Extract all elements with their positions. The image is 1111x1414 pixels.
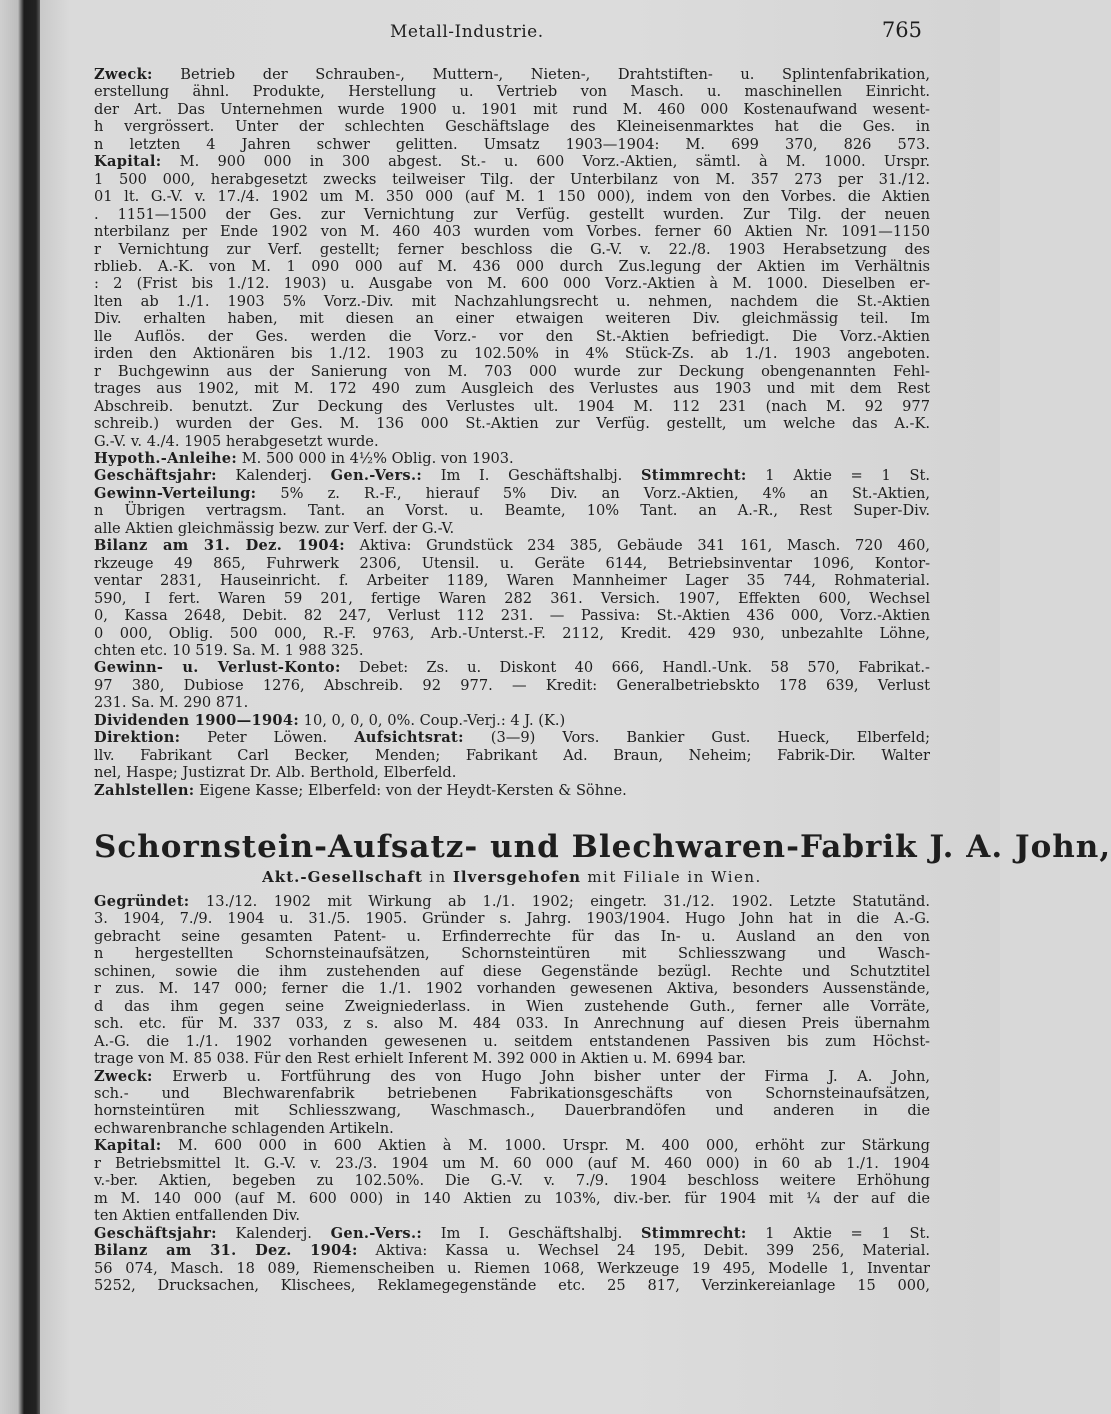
field-text: 5% z. R.-F., hierauf 5% Div. an Vorz.-Aktien, 4% an St.-Aktien, — [256, 484, 930, 502]
field-text: G.-V. v. 4./4. 1905 herabgesetzt wurde. — [94, 432, 379, 450]
field-text: Aktiva: Grundstück 234 385, Gebäude 341 161, Masch. 720 460, — [344, 537, 930, 555]
field-text: nterbilanz per Ende 1902 von M. 460 403 wurden vom Vorbes. ferner 60 Aktien Nr. 1091—1150 — [94, 223, 930, 241]
field-text: 10, 0, 0, 0, 0%. Coup.-Verj.: 4 J. (K.) — [299, 711, 566, 729]
field-text: alle Aktien gleichmässig bezw. zur Verf. der G.-V. — [94, 519, 455, 537]
field-text: schinen, sowie die ihm zustehenden auf diese Gegenstände bezügl. Rechte und Schutztitel — [94, 962, 930, 980]
field-label: Geschäftsjahr: — [94, 467, 217, 485]
text-line — [94, 980, 930, 997]
page-number: 765 — [881, 18, 922, 42]
field-text: trages aus 1902, mit M. 172 490 zum Ausgleich des Verlustes aus 1903 und mit dem Rest — [94, 380, 930, 398]
field-label: Zahlstellen: — [94, 781, 195, 799]
field-text: sch. etc. für M. 337 033, z s. also M. 484 033. In Anrechnung auf diesen Preis übernahm — [94, 1015, 930, 1033]
field-text: ventar 2831, Hauseinricht. f. Arbeiter 1189, Waren Mannheimer Lager 35 744, Rohmaterial. — [94, 572, 930, 590]
field-text: Im I. Geschäftshalbj. — [422, 467, 641, 485]
field-text: sch.- und Blechwarenfabrik betriebenen Fabrikationsgeschäfts von Schornsteinaufsätzen, — [94, 1085, 930, 1103]
text-line — [94, 764, 930, 781]
text-line — [94, 1050, 930, 1067]
field-text: Peter Löwen. — [180, 729, 355, 747]
field-text: echwarenbranche schlagenden Artikeln. — [94, 1119, 394, 1137]
text-line — [94, 694, 930, 711]
company-subtitle-suffix: mit Filiale in Wien. — [581, 868, 762, 887]
field-text: m M. 140 000 (auf M. 600 000) in 140 Aktien zu 103%, div.-ber. für 1904 mit ¼ der auf die — [94, 1189, 930, 1207]
text-line — [94, 747, 930, 764]
field-label: Bilanz am 31. Dez. 1904: — [94, 1242, 358, 1260]
field-text: M. 600 000 in 600 Aktien à M. 1000. Urspr. M. 400 000, erhöht zur Stärkung — [161, 1137, 930, 1155]
field-label: Dividenden 1900—1904: — [94, 711, 300, 729]
company-entry-john — [94, 829, 1111, 1294]
text-line — [94, 1207, 930, 1224]
text-line — [94, 415, 930, 432]
text-line — [94, 398, 930, 415]
field-label: Kapital: — [94, 1137, 162, 1155]
book-spine-shadow — [0, 0, 40, 1414]
field-text: . 1151—1500 der Ges. zur Vernichtung zur Verfüg. gestellt wurden. Zur Tilg. der neuen — [94, 205, 930, 223]
field-text: 01 lt. G.-V. v. 17./4. 1902 um M. 350 000 (auf M. 1 150 000), indem von den Vorbes. die Aktien — [94, 188, 930, 206]
field-text: 56 074, Masch. 18 089, Riemenscheiben u. Riemen 1068, Werkzeuge 19 495, Modelle 1, Inventar — [94, 1259, 930, 1277]
field-text: Debet: Zs. u. Diskont 40 666, Handl.-Unk. 58 570, Fabrikat.- — [340, 659, 930, 677]
field-text: 5252, Drucksachen, Klischees, Reklamegegenstände etc. 25 817, Verzinkereianlage 15 000, — [94, 1277, 930, 1294]
field-text: rblieb. A.-K. von M. 1 090 000 auf M. 436 000 durch Zus.legung der Aktien im Verhältnis — [94, 257, 930, 275]
text-line — [94, 1225, 930, 1242]
field-text: ten Aktien entfallenden Div. — [94, 1207, 301, 1225]
field-text: 1 Aktie = 1 St. — [746, 467, 930, 485]
company-subtitle — [94, 867, 930, 887]
text-line — [94, 928, 930, 945]
text-line — [94, 258, 930, 275]
text-line — [94, 118, 930, 135]
text-line — [94, 677, 930, 694]
text-column — [94, 66, 1111, 1294]
field-text: h vergrössert. Unter der schlechten Geschäftslage des Kleineisenmarktes hat die Ges. in — [94, 118, 930, 136]
field-text: lten ab 1./1. 1903 5% Vorz.-Div. mit Nachzahlungsrecht u. nehmen, nachdem die St.-Aktien — [94, 292, 930, 310]
field-text: n Übrigen vertragsm. Tant. an Vorst. u. Beamte, 10% Tant. an A.-R., Rest Super-Div. — [94, 502, 930, 520]
text-line — [94, 1033, 930, 1050]
field-text: n letzten 4 Jahren schwer gelitten. Umsatz 1903—1904: M. 699 370, 826 573. — [94, 135, 930, 153]
field-text: hornsteintüren mit Schliesszwang, Waschmasch., Dauerbrandöfen und anderen in die — [94, 1102, 930, 1120]
text-line — [94, 188, 930, 205]
text-line — [94, 502, 930, 519]
text-line — [94, 1102, 930, 1119]
text-line — [94, 1085, 930, 1102]
page-header — [40, 18, 1000, 48]
field-text: der Art. Das Unternehmen wurde 1900 u. 1901 mit rund M. 460 000 Kostenaufwand wesent- — [94, 100, 930, 118]
field-label: Stimmrecht: — [640, 467, 747, 485]
company-entry-john-body — [94, 893, 930, 1294]
field-text: lle Auflös. der Ges. werden die Vorz.- vor den St.-Aktien befriedigt. Die Vorz.-Aktien — [94, 327, 930, 345]
text-line — [94, 555, 930, 572]
field-text: rkzeuge 49 865, Fuhrwerk 2306, Utensil. u. Geräte 6144, Betriebsinventar 1096, Kontor- — [94, 554, 930, 572]
field-label: Hypoth.-Anleihe: — [94, 449, 238, 467]
text-line — [94, 433, 930, 450]
field-label: Zweck: — [94, 1067, 153, 1085]
company-entry-metal — [94, 66, 930, 799]
text-line — [94, 893, 930, 910]
text-line — [94, 485, 930, 502]
text-line — [94, 1260, 930, 1277]
field-text: (3—9) Vors. Bankier Gust. Hueck, Elberfeld; — [463, 729, 930, 747]
field-text: r Betriebsmittel lt. G.-V. v. 23./3. 1904 um M. 60 000 (auf M. 460 000) in 60 ab 1./1. 1904 — [94, 1154, 930, 1172]
field-text: 97 380, Dubiose 1276, Abschreib. 92 977. — Kredit: Generalbetriebskto 178 639, Verlust — [94, 676, 930, 694]
text-line — [94, 998, 930, 1015]
field-text: llv. Fabrikant Carl Becker, Menden; Fabrikant Ad. Braun, Neheim; Fabrik-Dir. Walter — [94, 746, 930, 764]
text-line — [94, 310, 930, 327]
scanned-page — [40, 0, 1111, 1414]
field-text: n hergestellten Schornsteinaufsätzen, Schornsteintüren mit Schliesszwang und Wasch- — [94, 945, 930, 963]
field-text: : 2 (Frist bis 1./12. 1903) u. Ausgabe von M. 600 000 Vorz.-Aktien à M. 1000. Dieselben er- — [94, 275, 930, 293]
text-line — [94, 910, 930, 927]
field-label: Geschäftsjahr: — [94, 1224, 217, 1242]
field-text: 3. 1904, 7./9. 1904 u. 31./5. 1905. Gründer s. Jahrg. 1903/1904. Hugo John hat in die A.-G. — [94, 910, 930, 928]
field-text: M. 500 000 in 4½% Oblig. von 1903. — [237, 449, 514, 467]
text-line — [94, 1190, 930, 1207]
field-text: r Vernichtung zur Verf. gestellt; ferner beschloss die G.-V. v. 22./8. 1903 Herabsetzung des — [94, 240, 930, 258]
text-line — [94, 945, 930, 962]
field-text: Div. erhalten haben, mit diesen an einer etwaigen weiteren Div. gleichmässig teil. Im — [94, 310, 930, 328]
text-line — [94, 293, 930, 310]
text-line — [94, 83, 930, 100]
text-line — [94, 1172, 930, 1189]
field-text: A.-G. die 1./1. 1902 vorhanden gewesenen u. seitdem entstandenen Passiven bis zum Höchst- — [94, 1032, 930, 1050]
text-line — [94, 729, 930, 746]
text-line — [94, 607, 930, 624]
field-label: Gewinn- u. Verlust-Konto: — [94, 659, 341, 677]
text-line — [94, 206, 930, 223]
field-text: Abschreib. benutzt. Zur Deckung des Verlustes ult. 1904 M. 112 231 (nach M. 92 977 — [94, 397, 930, 415]
text-line — [94, 1137, 930, 1154]
field-text: irden den Aktionären bis 1./12. 1903 zu 102.50% in 4% Stück-Zs. ab 1./1. 1903 angeboten. — [94, 345, 930, 363]
company-subtitle-prefix: Akt.-Gesellschaft — [262, 868, 423, 887]
field-text: 1 Aktie = 1 St. — [746, 1224, 930, 1242]
field-text: r Buchgewinn aus der Sanierung von M. 703 000 wurde zur Deckung obengenannten Fehl- — [94, 362, 930, 380]
field-text: r zus. M. 147 000; ferner die 1./1. 1902 vorhanden gewesenen Aktiva, besonders Aussenstände, — [94, 980, 930, 998]
text-line — [94, 1155, 930, 1172]
field-label: Kapital: — [94, 153, 162, 171]
field-text: Betrieb der Schrauben-, Muttern-, Nieten-, Drahtstiften- u. Splintenfabrikation, — [152, 66, 930, 83]
text-line — [94, 520, 930, 537]
field-text: trage von M. 85 038. Für den Rest erhielt Inferent M. 392 000 in Aktien u. M. 6994 bar. — [94, 1050, 747, 1068]
text-line — [94, 136, 930, 153]
text-line — [94, 363, 930, 380]
field-text: Aktiva: Kassa u. Wechsel 24 195, Debit. 399 256, Material. — [357, 1242, 930, 1260]
field-text: d das ihm gegen seine Zweigniederlass. in Wien zustehende Guth., ferner alle Vorräte, — [94, 997, 930, 1015]
field-label: Gewinn-Verteilung: — [94, 484, 257, 502]
field-label: Gegründet: — [94, 893, 190, 911]
field-text: Eigene Kasse; Elberfeld: von der Heydt-Kersten & Söhne. — [194, 781, 627, 799]
text-line — [94, 345, 930, 362]
text-line — [94, 101, 930, 118]
text-line — [94, 590, 930, 607]
text-line — [94, 1068, 930, 1085]
text-line — [94, 275, 930, 292]
field-text: gebracht seine gesamten Patent- u. Erfinderrechte für das In- u. Ausland an den von — [94, 927, 930, 945]
field-text: 231. Sa. M. 290 871. — [94, 694, 249, 712]
field-text: Im I. Geschäftshalbj. — [422, 1224, 641, 1242]
field-label: Gen.-Vers.: — [330, 467, 423, 485]
text-line — [94, 572, 930, 589]
text-line — [94, 241, 930, 258]
field-text: Kalenderj. — [216, 467, 331, 485]
company-subtitle-place: Ilversgehofen — [452, 868, 582, 887]
text-line — [94, 153, 930, 170]
text-line — [94, 1242, 930, 1259]
field-text: 0, Kassa 2648, Debit. 82 247, Verlust 112 231. — Passiva: St.-Aktien 436 000, Vorz.-Aktien — [94, 607, 930, 625]
field-text: 1 500 000, herabgesetzt zwecks teilweiser Tilg. der Unterbilanz von M. 357 273 per 31./12. — [94, 170, 930, 188]
running-head: Metall-Industrie. — [390, 22, 544, 42]
company-subtitle-mid: in — [422, 868, 453, 887]
field-text: Erwerb u. Fortführung des von Hugo John bisher unter der Firma J. A. John, — [152, 1067, 930, 1085]
field-text: nel, Haspe; Justizrat Dr. Alb. Berthold, Elberfeld. — [94, 764, 457, 782]
field-label: Zweck: — [94, 66, 153, 83]
field-label: Aufsichtsrat: — [354, 729, 464, 747]
text-line — [94, 223, 930, 240]
text-line — [94, 1120, 930, 1137]
text-line — [94, 1015, 930, 1032]
field-text: 0 000, Oblig. 500 000, R.-F. 9763, Arb.-Unterst.-F. 2112, Kredit. 429 930, unbezahlte Löhne, — [94, 624, 930, 642]
field-label: Stimmrecht: — [640, 1224, 747, 1242]
field-text: Kalenderj. — [216, 1224, 331, 1242]
field-text: schreib.) wurden der Ges. M. 136 000 St.-Aktien zur Verfüg. gestellt, um welche das A.-K. — [94, 415, 930, 433]
field-text: 590, I fert. Waren 59 201, fertige Waren 282 361. Versich. 1907, Effekten 600, Wechsel — [94, 589, 930, 607]
field-text: erstellung ähnl. Produkte, Herstellung u. Vertrieb von Masch. u. maschinellen Einricht. — [94, 83, 930, 101]
text-line — [94, 1277, 930, 1294]
company-title: Schornstein-Aufsatz- und Blechwaren-Fabrik J. A. John, — [94, 829, 1111, 866]
field-label: Bilanz am 31. Dez. 1904: — [94, 537, 345, 555]
text-line — [94, 171, 930, 188]
field-text: 13./12. 1902 mit Wirkung ab 1./1. 1902; eingetr. 31./12. 1902. Letzte Statutänd. — [189, 893, 930, 911]
field-text: M. 900 000 in 300 abgest. St.- u. 600 Vorz.-Aktien, sämtl. à M. 1000. Urspr. — [161, 153, 930, 171]
text-line — [94, 782, 930, 799]
field-label: Gen.-Vers.: — [330, 1224, 423, 1242]
text-line — [94, 380, 930, 397]
text-line — [94, 642, 930, 659]
text-line — [94, 328, 930, 345]
field-text: chten etc. 10 519. Sa. M. 1 988 325. — [94, 641, 364, 659]
text-line — [94, 963, 930, 980]
text-line — [94, 659, 930, 676]
field-text: v.-ber. Aktien, begeben zu 102.50%. Die G.-V. v. 7./9. 1904 beschloss weitere Erhöhung — [94, 1172, 930, 1190]
text-line — [94, 712, 930, 729]
text-line — [94, 537, 930, 554]
text-line — [94, 450, 930, 467]
text-line — [94, 625, 930, 642]
field-label: Direktion: — [94, 729, 181, 747]
text-line — [94, 66, 930, 83]
text-line — [94, 467, 930, 484]
